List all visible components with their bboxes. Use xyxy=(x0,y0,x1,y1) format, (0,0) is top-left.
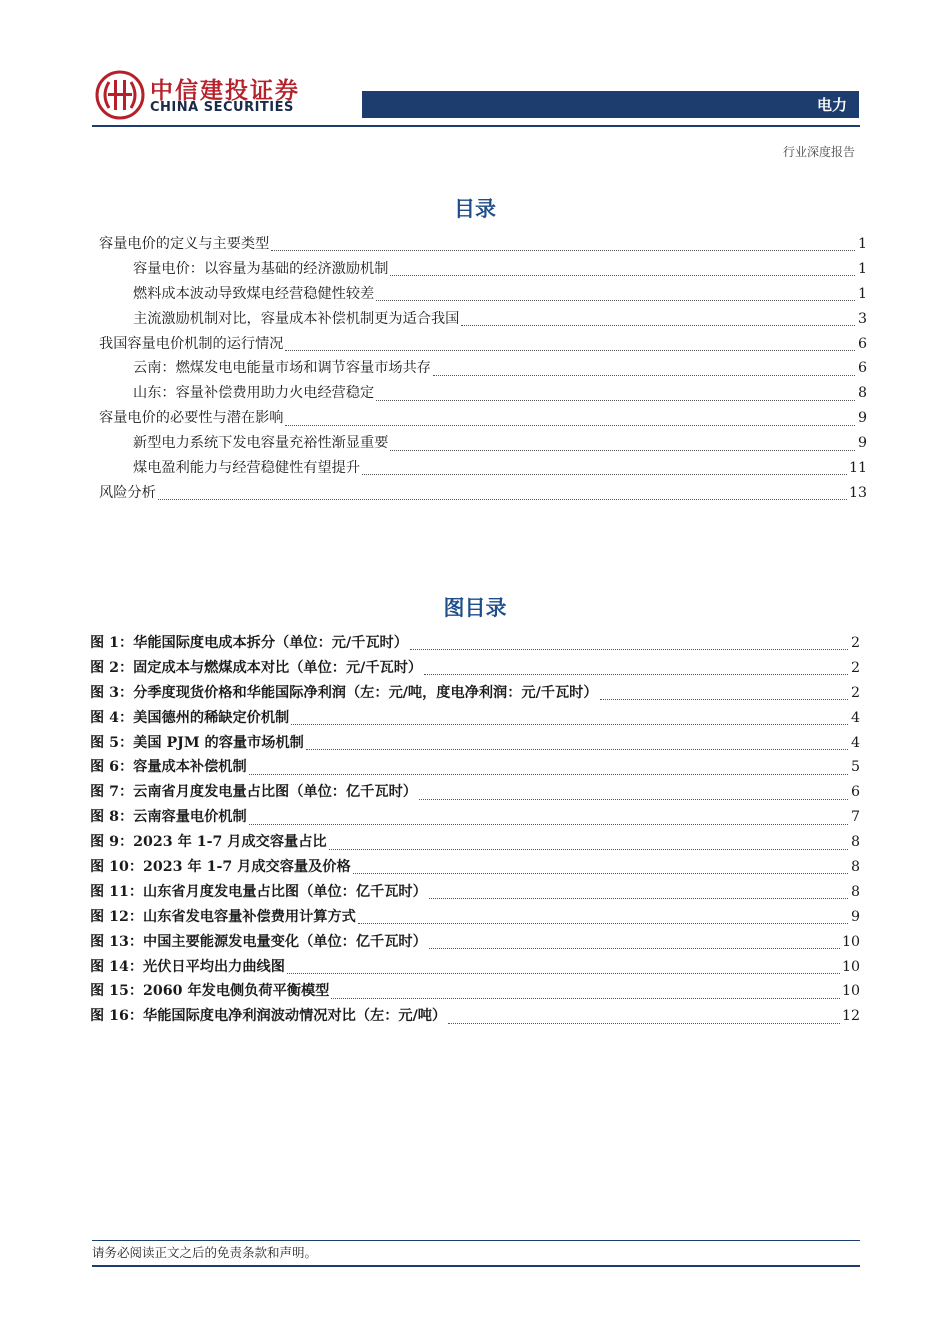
figure-entry[interactable]: 图 15：2060 年发电侧负荷平衡模型 10 xyxy=(90,983,860,1000)
toc-entry[interactable]: 风险分析 13 xyxy=(99,484,867,501)
toc-entry[interactable]: 容量电价的定义与主要类型 1 xyxy=(99,236,867,252)
figure-entry[interactable]: 图 7：云南省月度发电量占比图（单位：亿千瓦时） 6 xyxy=(90,784,860,801)
toc-entry[interactable]: 主流激励机制对比，容量成本补偿机制更为适合我国 3 xyxy=(133,310,867,327)
header-divider xyxy=(92,125,860,127)
figure-entry[interactable]: 图 4：美国德州的稀缺定价机制 4 xyxy=(90,709,860,726)
figure-entry[interactable]: 图 11：山东省月度发电量占比图（单位：亿千瓦时） 8 xyxy=(90,883,860,900)
figure-entry[interactable]: 图 5：美国 PJM 的容量市场机制 4 xyxy=(90,734,860,751)
footer-divider xyxy=(92,1240,860,1241)
figure-entry[interactable]: 图 1：华能国际度电成本拆分（单位：元/千瓦时） 2 xyxy=(90,635,860,651)
toc-entry[interactable]: 煤电盈利能力与经营稳健性有望提升 11 xyxy=(133,460,867,477)
footer-bottom-rule xyxy=(92,1265,860,1267)
toc-entry[interactable]: 容量电价：以容量为基础的经济激励机制 1 xyxy=(133,260,867,277)
figure-entry[interactable]: 图 3：分季度现货价格和华能国际净利润（左：元/吨，度电净利润：元/千瓦时） 2 xyxy=(90,684,860,701)
brand-name-cn: 中信建投证券 xyxy=(150,78,300,104)
figure-entry[interactable]: 图 2：固定成本与燃煤成本对比（单位：元/千瓦时） 2 xyxy=(90,659,860,676)
figure-entry[interactable]: 图 12：山东省发电容量补偿费用计算方式 9 xyxy=(90,908,860,925)
figure-entry[interactable]: 图 13：中国主要能源发电量变化（单位：亿千瓦时） 10 xyxy=(90,933,860,950)
figure-entry[interactable]: 图 8：云南容量电价机制 7 xyxy=(90,809,860,826)
page-header xyxy=(0,0,950,140)
figure-entry[interactable]: 图 16：华能国际度电净利润波动情况对比（左：元/吨） 12 xyxy=(90,1008,860,1025)
china-securities-logo-icon xyxy=(95,70,145,120)
figure-entry[interactable]: 图 9：2023 年 1-7 月成交容量占比 8 xyxy=(90,834,860,851)
figure-list xyxy=(90,632,860,1030)
toc-entry[interactable]: 容量电价的必要性与潜在影响 9 xyxy=(99,410,867,427)
toc-entry[interactable]: 新型电力系统下发电容量充裕性渐显重要 9 xyxy=(133,435,867,452)
footer-disclaimer: 请务必阅读正文之后的免责条款和声明。 xyxy=(92,1245,318,1260)
toc-entry[interactable]: 我国容量电价机制的运行情况 6 xyxy=(99,335,867,352)
toc-entry[interactable]: 燃料成本波动导致煤电经营稳健性较差 1 xyxy=(133,285,867,302)
figure-entry[interactable]: 图 14：光伏日平均出力曲线图 10 xyxy=(90,958,860,975)
sector-label: 电力 xyxy=(816,96,847,114)
header-bar xyxy=(362,91,859,118)
toc-entry[interactable]: 山东：容量补偿费用助力火电经营稳定 8 xyxy=(133,385,867,402)
figure-entry[interactable]: 图 6：容量成本补偿机制 5 xyxy=(90,759,860,776)
brand-name-en: CHINA SECURITIES xyxy=(150,100,294,115)
table-of-contents xyxy=(99,233,867,507)
figure-entry[interactable]: 图 10：2023 年 1-7 月成交容量及价格 8 xyxy=(90,859,860,876)
figure-list-title: 图目录 xyxy=(443,596,507,620)
report-type: 行业深度报告 xyxy=(782,145,855,159)
toc-title: 目录 xyxy=(454,197,496,221)
toc-entry[interactable]: 云南：燃煤发电电能量市场和调节容量市场共存 6 xyxy=(133,360,867,377)
